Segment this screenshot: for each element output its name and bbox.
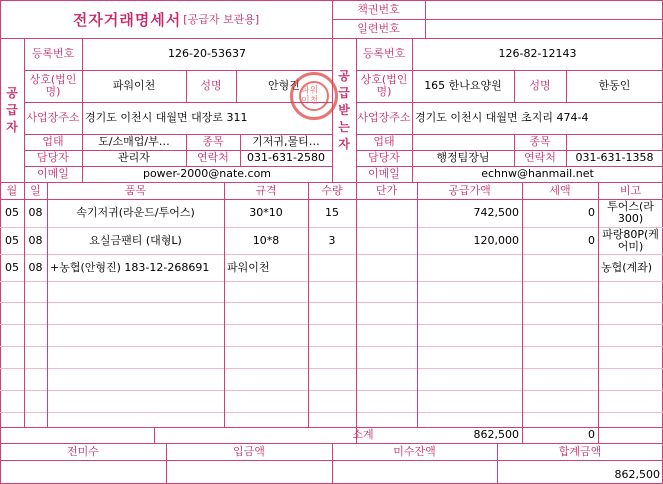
title-text: 전자거래명세서 <box>72 10 182 29</box>
book-no-value <box>425 0 663 19</box>
table-row-1-item: 속기저귀(라운드/투어스) <box>76 206 195 219</box>
book-no-label: 책권번호 <box>357 2 400 16</box>
table-row-3-unit-price <box>356 254 417 281</box>
col-note-header: 비고 <box>619 183 642 197</box>
document-title <box>0 0 332 38</box>
table-row-1-day: 08 <box>28 206 43 219</box>
subtotal-label: 소계 <box>352 428 374 441</box>
table-row-1-tax: 0 <box>588 206 595 219</box>
footer-received-label: 입금액 <box>233 444 265 458</box>
buyer-biz-item-label: 종목 <box>529 135 551 148</box>
footer-remaining-value <box>332 460 497 484</box>
supplier-reg-label: 등록번호 <box>31 47 75 60</box>
table-row-1-spec: 30*10 <box>249 206 283 219</box>
supplier-manager-label: 담당자 <box>37 151 69 164</box>
table-row-1-unit-price <box>356 199 417 227</box>
buyer-addr: 경기도 이천시 대월면 초지리 474-4 <box>415 111 589 124</box>
buyer-biz-type-label: 업태 <box>373 135 395 148</box>
buyer-manager: 행정팀장님 <box>436 151 490 164</box>
supplier-side-label: 공 급 자 <box>6 85 18 134</box>
serial-no-label: 일련번호 <box>357 21 400 35</box>
buyer-addr-label: 사업장주소 <box>357 111 411 124</box>
footer-remaining-label: 미수잔액 <box>393 444 436 458</box>
table-row-3-item: +농협(안형진) 183-12-268691 <box>50 260 210 274</box>
table-row-2-item: 요실금팬티 (대형L) <box>89 233 182 247</box>
table-row-3-supply <box>417 254 522 281</box>
supplier-biz-item-label: 종목 <box>202 135 224 148</box>
subtotal-supply: 862,500 <box>473 428 519 441</box>
table-row-3-day: 08 <box>28 260 43 274</box>
company-seal-stamp <box>290 72 338 120</box>
supplier-addr: 경기도 이천시 대월면 대장로 311 <box>85 111 248 124</box>
supplier-addr-label: 사업장주소 <box>26 111 80 124</box>
col-spec-header: 규격 <box>255 183 277 197</box>
buyer-email: echnw@hanmail.net <box>481 167 594 180</box>
buyer-rep: 한동인 <box>598 79 631 92</box>
footer-total-value: 862,500 <box>614 468 660 481</box>
table-row-2-month: 05 <box>5 233 19 247</box>
supplier-contact: 031-631-2580 <box>247 151 325 164</box>
subtotal-tax: 0 <box>588 428 595 441</box>
footer-unpaid-value <box>0 460 166 484</box>
table-row-2-tax: 0 <box>588 233 595 247</box>
table-row-3-qty <box>308 254 356 281</box>
supplier-name-label: 상호(법인명) <box>29 73 77 98</box>
buyer-contact-label: 연락처 <box>524 151 556 164</box>
title-subtitle: [공급자 보관용] <box>183 13 260 26</box>
table-row-1-month: 05 <box>5 206 19 219</box>
table-row-3-note: 농협(계좌) <box>601 260 653 274</box>
supplier-reg-no: 126-20-53637 <box>168 47 246 60</box>
buyer-name-label: 상호(법인명) <box>360 73 408 98</box>
footer-unpaid-label: 전미수 <box>67 444 99 458</box>
table-row-1-note: 투어스(라300) <box>607 200 654 225</box>
table-row-2-note: 파랑80P(케어미) <box>602 227 659 253</box>
serial-no-value <box>425 19 663 38</box>
table-row-2-qty: 3 <box>328 233 336 247</box>
supplier-contact-label: 연락처 <box>197 151 229 164</box>
col-tax-header: 세액 <box>549 183 571 197</box>
supplier-manager: 관리자 <box>118 151 150 164</box>
table-row-1-qty: 15 <box>325 206 339 219</box>
col-unit-price-header: 단가 <box>375 183 398 197</box>
supplier-biz-type-label: 업태 <box>42 135 64 148</box>
table-row-2-day: 08 <box>28 233 43 247</box>
supplier-biz-type: 도/소매업/부… <box>98 135 170 148</box>
col-month-header: 월 <box>6 183 18 197</box>
supplier-rep: 안형진 <box>268 79 300 92</box>
footer-received-value <box>166 460 332 484</box>
supplier-biz-item: 기저귀,물티… <box>252 135 320 148</box>
col-supply-header: 공급가액 <box>448 183 491 197</box>
footer-total-label: 합계금액 <box>558 444 602 458</box>
buyer-email-label: 이메일 <box>368 167 400 180</box>
buyer-contact: 031-631-1358 <box>575 151 654 164</box>
seal-inner-text: 파워이천 <box>299 81 329 111</box>
table-row-3-tax <box>522 254 598 281</box>
supplier-rep-label: 성명 <box>200 79 222 92</box>
buyer-reg-no: 126-82-12143 <box>498 47 577 60</box>
table-row-2-supply: 120,000 <box>473 233 519 247</box>
buyer-manager-label: 담당자 <box>368 151 400 164</box>
supplier-email: power-2000@nate.com <box>142 167 272 180</box>
buyer-biz-type <box>412 134 514 150</box>
buyer-biz-item <box>566 134 663 150</box>
col-qty-header: 수량 <box>321 183 343 197</box>
col-item-header: 품목 <box>124 183 147 197</box>
table-row-2-spec: 10*8 <box>252 233 280 247</box>
buyer-side-label: 공 급 받 는 자 <box>338 68 350 151</box>
table-row-3-spec: 파워이천 <box>227 260 270 274</box>
col-day-header: 일 <box>30 183 41 197</box>
buyer-reg-label: 등록번호 <box>362 47 406 60</box>
supplier-name: 파워이천 <box>112 79 156 92</box>
table-row-3-month: 05 <box>5 260 19 274</box>
table-row-2-unit-price <box>356 227 417 254</box>
buyer-rep-label: 성명 <box>529 79 551 92</box>
buyer-name: 165 한나요양원 <box>424 79 502 92</box>
table-row-1-supply: 742,500 <box>473 206 519 219</box>
supplier-email-label: 이메일 <box>37 167 69 180</box>
